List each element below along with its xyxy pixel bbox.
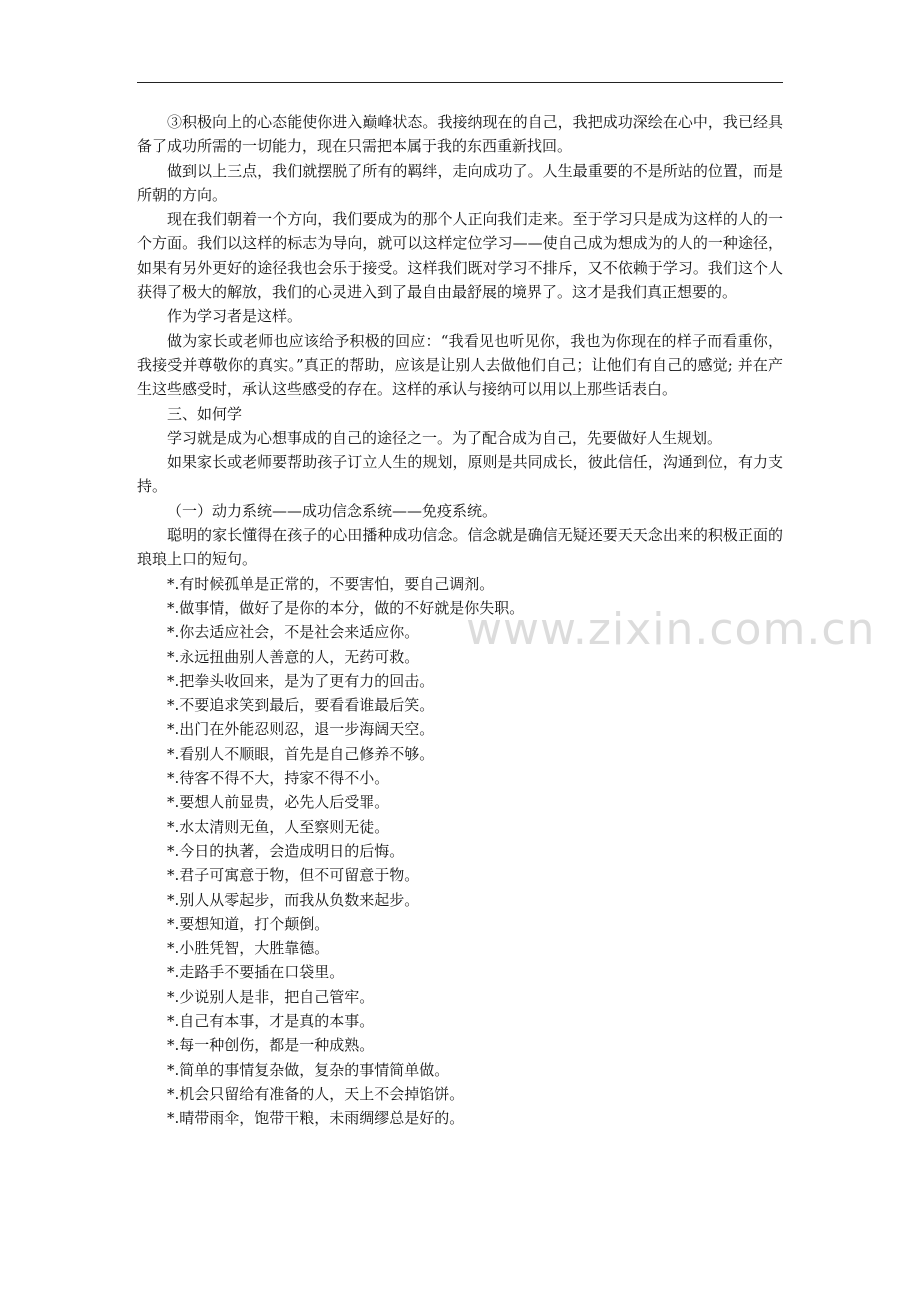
paragraph: ③积极向上的心态能使你进入巅峰状态。我接纳现在的自己，我把成功深绘在心中，我已经具备了成功所需的一切能力，现在只需把本属于我的东西重新找回。	[137, 113, 783, 156]
document-body	[137, 110, 783, 1130]
paragraph: 学习就是成为心想事成的自己的途径之一。为了配合成为自己，先要做好人生规划。	[167, 428, 723, 447]
motto-item: *.把拳头收回来，是为了更有力的回击。	[167, 671, 435, 690]
motto-item: *.出门在外能忍则忍，退一步海阔天空。	[167, 720, 435, 739]
motto-item: *.永远扭曲别人善意的人，无药可救。	[167, 647, 420, 666]
motto-list	[137, 572, 783, 1131]
motto-item: *.要想知道，打个颠倒。	[167, 914, 330, 933]
paragraph: 现在我们朝着一个方向，我们要成为的那个人正向我们走来。至于学习只是成为这样的人的一个方面。我们以这样的标志为导向，就可以这样定位学习——使自己成为想成为的人的一种途径，如果有另外更好的途径我也会乐于接受。这样我们既对学习不排斥，又不依赖于学习。我们这个人获得了极大的解放，我们的心灵进入到了最自由最舒展的境界了。这才是我们真正想要的。	[137, 210, 783, 302]
motto-item: *.每一种创伤，都是一种成熟。	[167, 1036, 375, 1055]
paragraph: 做为家长或老师也应该给予积极的回应：“我看见也听见你，我也为你现在的样子而看重你，我接受并尊敬你的真实。”真正的帮助，应该是让别人去做他们自己；让他们有自己的感觉; 并在产生这些感受时，承认这些感受的存在。这样的承认与接纳可以用以上那些话表白。	[137, 331, 783, 399]
watermark: www.zixin.com.cn	[466, 604, 876, 655]
motto-item: *.今日的执著，会造成明日的后悔。	[167, 841, 405, 860]
motto-item: *.少说别人是非，把自己管牢。	[167, 987, 375, 1006]
motto-item: *.晴带雨伞，饱带干粮，未雨绸缪总是好的。	[167, 1109, 465, 1128]
paragraph: 聪明的家长懂得在孩子的心田播种成功信念。信念就是确信无疑还要天天念出来的积极正面的琅琅上口的短句。	[137, 526, 783, 569]
subsection-heading: （一）动力系统——成功信念系统——免疫系统。	[167, 501, 498, 520]
paragraph: 作为学习者是这样。	[167, 307, 303, 326]
paragraph: 做到以上三点，我们就摆脱了所有的羁绊，走向成功了。人生最重要的不是所站的位置，而是所朝的方向。	[137, 161, 783, 204]
motto-item: *.君子可寓意于物，但不可留意于物。	[167, 866, 420, 885]
motto-item: *.你去适应社会，不是社会来适应你。	[167, 623, 420, 642]
motto-item: *.看别人不顺眼，首先是自己修养不够。	[167, 744, 435, 763]
motto-item: *.自己有本事，才是真的本事。	[167, 1011, 375, 1030]
motto-item: *.水太清则无鱼，人至察则无徒。	[167, 817, 390, 836]
motto-item: *.小胜凭智，大胜靠德。	[167, 939, 330, 958]
section-heading: 三、如何学	[167, 404, 243, 423]
motto-item: *.简单的事情复杂做，复杂的事情简单做。	[167, 1060, 450, 1079]
motto-item: *.待客不得不大，持家不得不小。	[167, 769, 390, 788]
motto-item: *.机会只留给有准备的人，天上不会掉馅饼。	[167, 1084, 465, 1103]
motto-item: *.有时候孤单是正常的，不要害怕，要自己调剂。	[167, 574, 495, 593]
motto-item: *.别人从零起步，而我从负数来起步。	[167, 890, 420, 909]
motto-item: *.做事情，做好了是你的本分，做的不好就是你失职。	[167, 598, 525, 617]
motto-item: *.不要追求笑到最后，要看看谁最后笑。	[167, 696, 435, 715]
motto-item: *.走路手不要插在口袋里。	[167, 963, 345, 982]
header-rule	[137, 82, 783, 83]
motto-item: *.要想人前显贵，必先人后受罪。	[167, 793, 390, 812]
paragraph: 如果家长或老师要帮助孩子订立人生的规划，原则是共同成长，彼此信任，沟通到位，有力支持。	[137, 453, 783, 496]
